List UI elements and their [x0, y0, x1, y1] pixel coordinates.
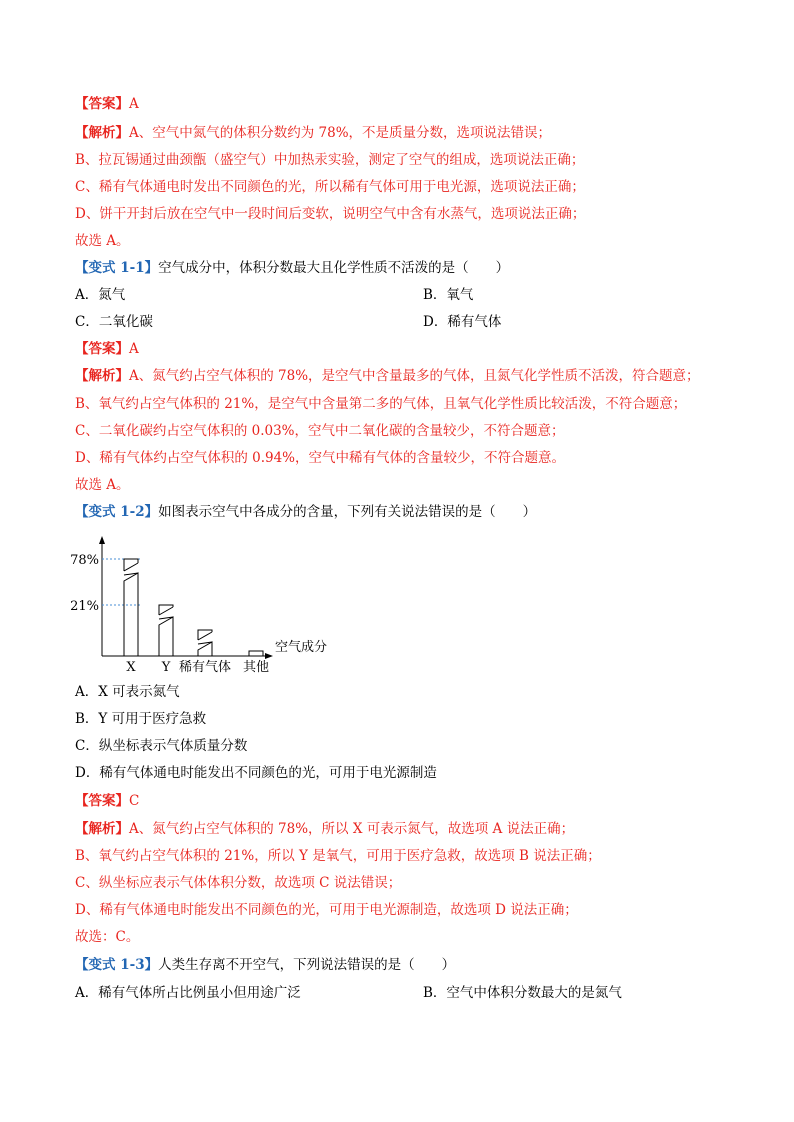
v13-options-row-1 — [75, 984, 622, 1002]
y-axis-arrow — [99, 536, 105, 544]
bar-lower — [124, 573, 138, 656]
v12-option-d: D．稀有气体通电时能发出不同颜色的光，可用于电光源制造 — [75, 765, 437, 781]
answer-value: C — [129, 793, 140, 809]
y-tick-label: 21% — [70, 599, 99, 614]
variant-tag: 【变式 1-2】 — [75, 504, 159, 520]
q1-analysis-line-4: D、饼干开封后放在空气中一段时间后变软，说明空气中含有水蒸气，选项说法正确； — [75, 206, 586, 222]
chart-svg — [68, 532, 348, 682]
v12-analysis-line-3: C、纵坐标应表示气体体积分数，故选项 C 说法错误； — [75, 875, 402, 891]
v12-question — [75, 503, 536, 521]
option-a: A．氮气 — [75, 287, 126, 303]
air-composition-chart — [68, 532, 348, 682]
chart-labels — [70, 553, 327, 675]
question-text: 人类生存离不开空气，下列说法错误的是（ ） — [158, 957, 456, 973]
v12-analysis-line-4: D、稀有气体通电时能发出不同颜色的光，可用于电光源制造，故选项 D 说法正确； — [75, 902, 578, 918]
answer-tag: 【答案】 — [75, 341, 129, 357]
option-c: C．二氧化碳 — [75, 314, 153, 330]
v13-question — [75, 956, 455, 974]
option-b: B．氧气 — [423, 287, 474, 303]
bar — [159, 605, 173, 656]
answer-value: A — [129, 341, 139, 357]
q1-answer-line — [75, 95, 139, 113]
answer-tag: 【答案】 — [75, 96, 129, 112]
v11-answer-line — [75, 340, 139, 358]
x-tick-label: X — [126, 660, 136, 675]
question-text: 如图表示空气中各成分的含量，下列有关说法错误的是（ ） — [158, 504, 537, 520]
analysis-text: A、空气中氮气的体积分数约为 78%，不是质量分数，选项说法错误； — [129, 125, 552, 141]
bar — [124, 559, 138, 656]
bar-rect — [249, 651, 263, 656]
bar — [198, 630, 212, 656]
bar-upper — [124, 559, 138, 571]
variant-tag: 【变式 1-3】 — [75, 957, 159, 973]
x-axis-label: 空气成分 — [275, 640, 328, 655]
x-axis-arrow — [265, 653, 273, 659]
q1-analysis-line-2: B、拉瓦锡通过曲颈甑（盛空气）中加热汞实验，测定了空气的组成，选项说法正确； — [75, 152, 585, 168]
v12-option-a: A．X 可表示氮气 — [75, 684, 180, 700]
v12-answer-line — [75, 792, 139, 810]
analysis-tag: 【解析】 — [75, 368, 129, 384]
bar-break-top — [124, 563, 138, 571]
v11-analysis-line-4: D、稀有气体约占空气体积的 0.94%，空气中稀有气体的含量较少，不符合题意。 — [75, 450, 566, 466]
v11-options-row-1 — [75, 286, 474, 304]
bar-lower — [159, 617, 173, 656]
y-tick-label: 78% — [70, 553, 99, 568]
chart-bars — [124, 559, 263, 656]
q1-analysis-line-1 — [75, 124, 551, 142]
v12-option-c: C．纵坐标表示气体质量分数 — [75, 738, 248, 754]
option-d: D．稀有气体 — [423, 314, 502, 330]
option-b: B．空气中体积分数最大的是氮气 — [423, 985, 622, 1001]
v12-analysis-line-2: B、氧气约占空气体积的 21%，所以 Y 是氧气，可用于医疗急救，故选项 B 说法正确； — [75, 848, 601, 864]
v12-conclusion: 故选：C。 — [75, 929, 140, 945]
analysis-text: A、氮气约占空气体积的 78%，所以 X 可表示氮气，故选项 A 说法正确； — [129, 821, 575, 837]
answer-value: A — [129, 96, 139, 112]
v12-analysis-line-1 — [75, 820, 574, 838]
v11-conclusion: 故选 A。 — [75, 477, 130, 493]
v11-question — [75, 259, 509, 277]
analysis-text: A、氮气约占空气体积的 78%，是空气中含量最多的气体，且氮气化学性质不活泼，符合题意； — [129, 368, 700, 384]
v11-options-row-2 — [75, 313, 502, 331]
v11-analysis-line-2: B、氧气约占空气体积的 21%，是空气中含量第二多的气体，且氧气化学性质比较活泼，不符合题意； — [75, 396, 687, 412]
v11-analysis-line-3: C、二氧化碳约占空气体积的 0.03%，空气中二氧化碳的含量较少，不符合题意； — [75, 423, 565, 439]
x-tick-label: 其他 — [242, 660, 270, 675]
bar-break-top — [159, 607, 173, 615]
q1-conclusion: 故选 A。 — [75, 233, 130, 249]
bar-break-top — [198, 632, 212, 640]
chart-axes — [99, 536, 273, 659]
option-a: A．稀有气体所占比例虽小但用途广泛 — [75, 985, 301, 1001]
x-tick-label: 稀有气体 — [178, 660, 232, 675]
v11-analysis-line-1 — [75, 367, 700, 385]
variant-tag: 【变式 1-1】 — [75, 260, 159, 276]
question-text: 空气成分中，体积分数最大且化学性质不活泼的是（ ） — [158, 260, 510, 276]
v12-option-b: B．Y 可用于医疗急救 — [75, 711, 207, 727]
bar — [249, 651, 263, 656]
analysis-tag: 【解析】 — [75, 125, 129, 141]
q1-analysis-line-3: C、稀有气体通电时发出不同颜色的光，所以稀有气体可用于电光源，选项说法正确； — [75, 179, 585, 195]
answer-tag: 【答案】 — [75, 793, 129, 809]
analysis-tag: 【解析】 — [75, 821, 129, 837]
x-tick-label: Y — [161, 660, 171, 675]
